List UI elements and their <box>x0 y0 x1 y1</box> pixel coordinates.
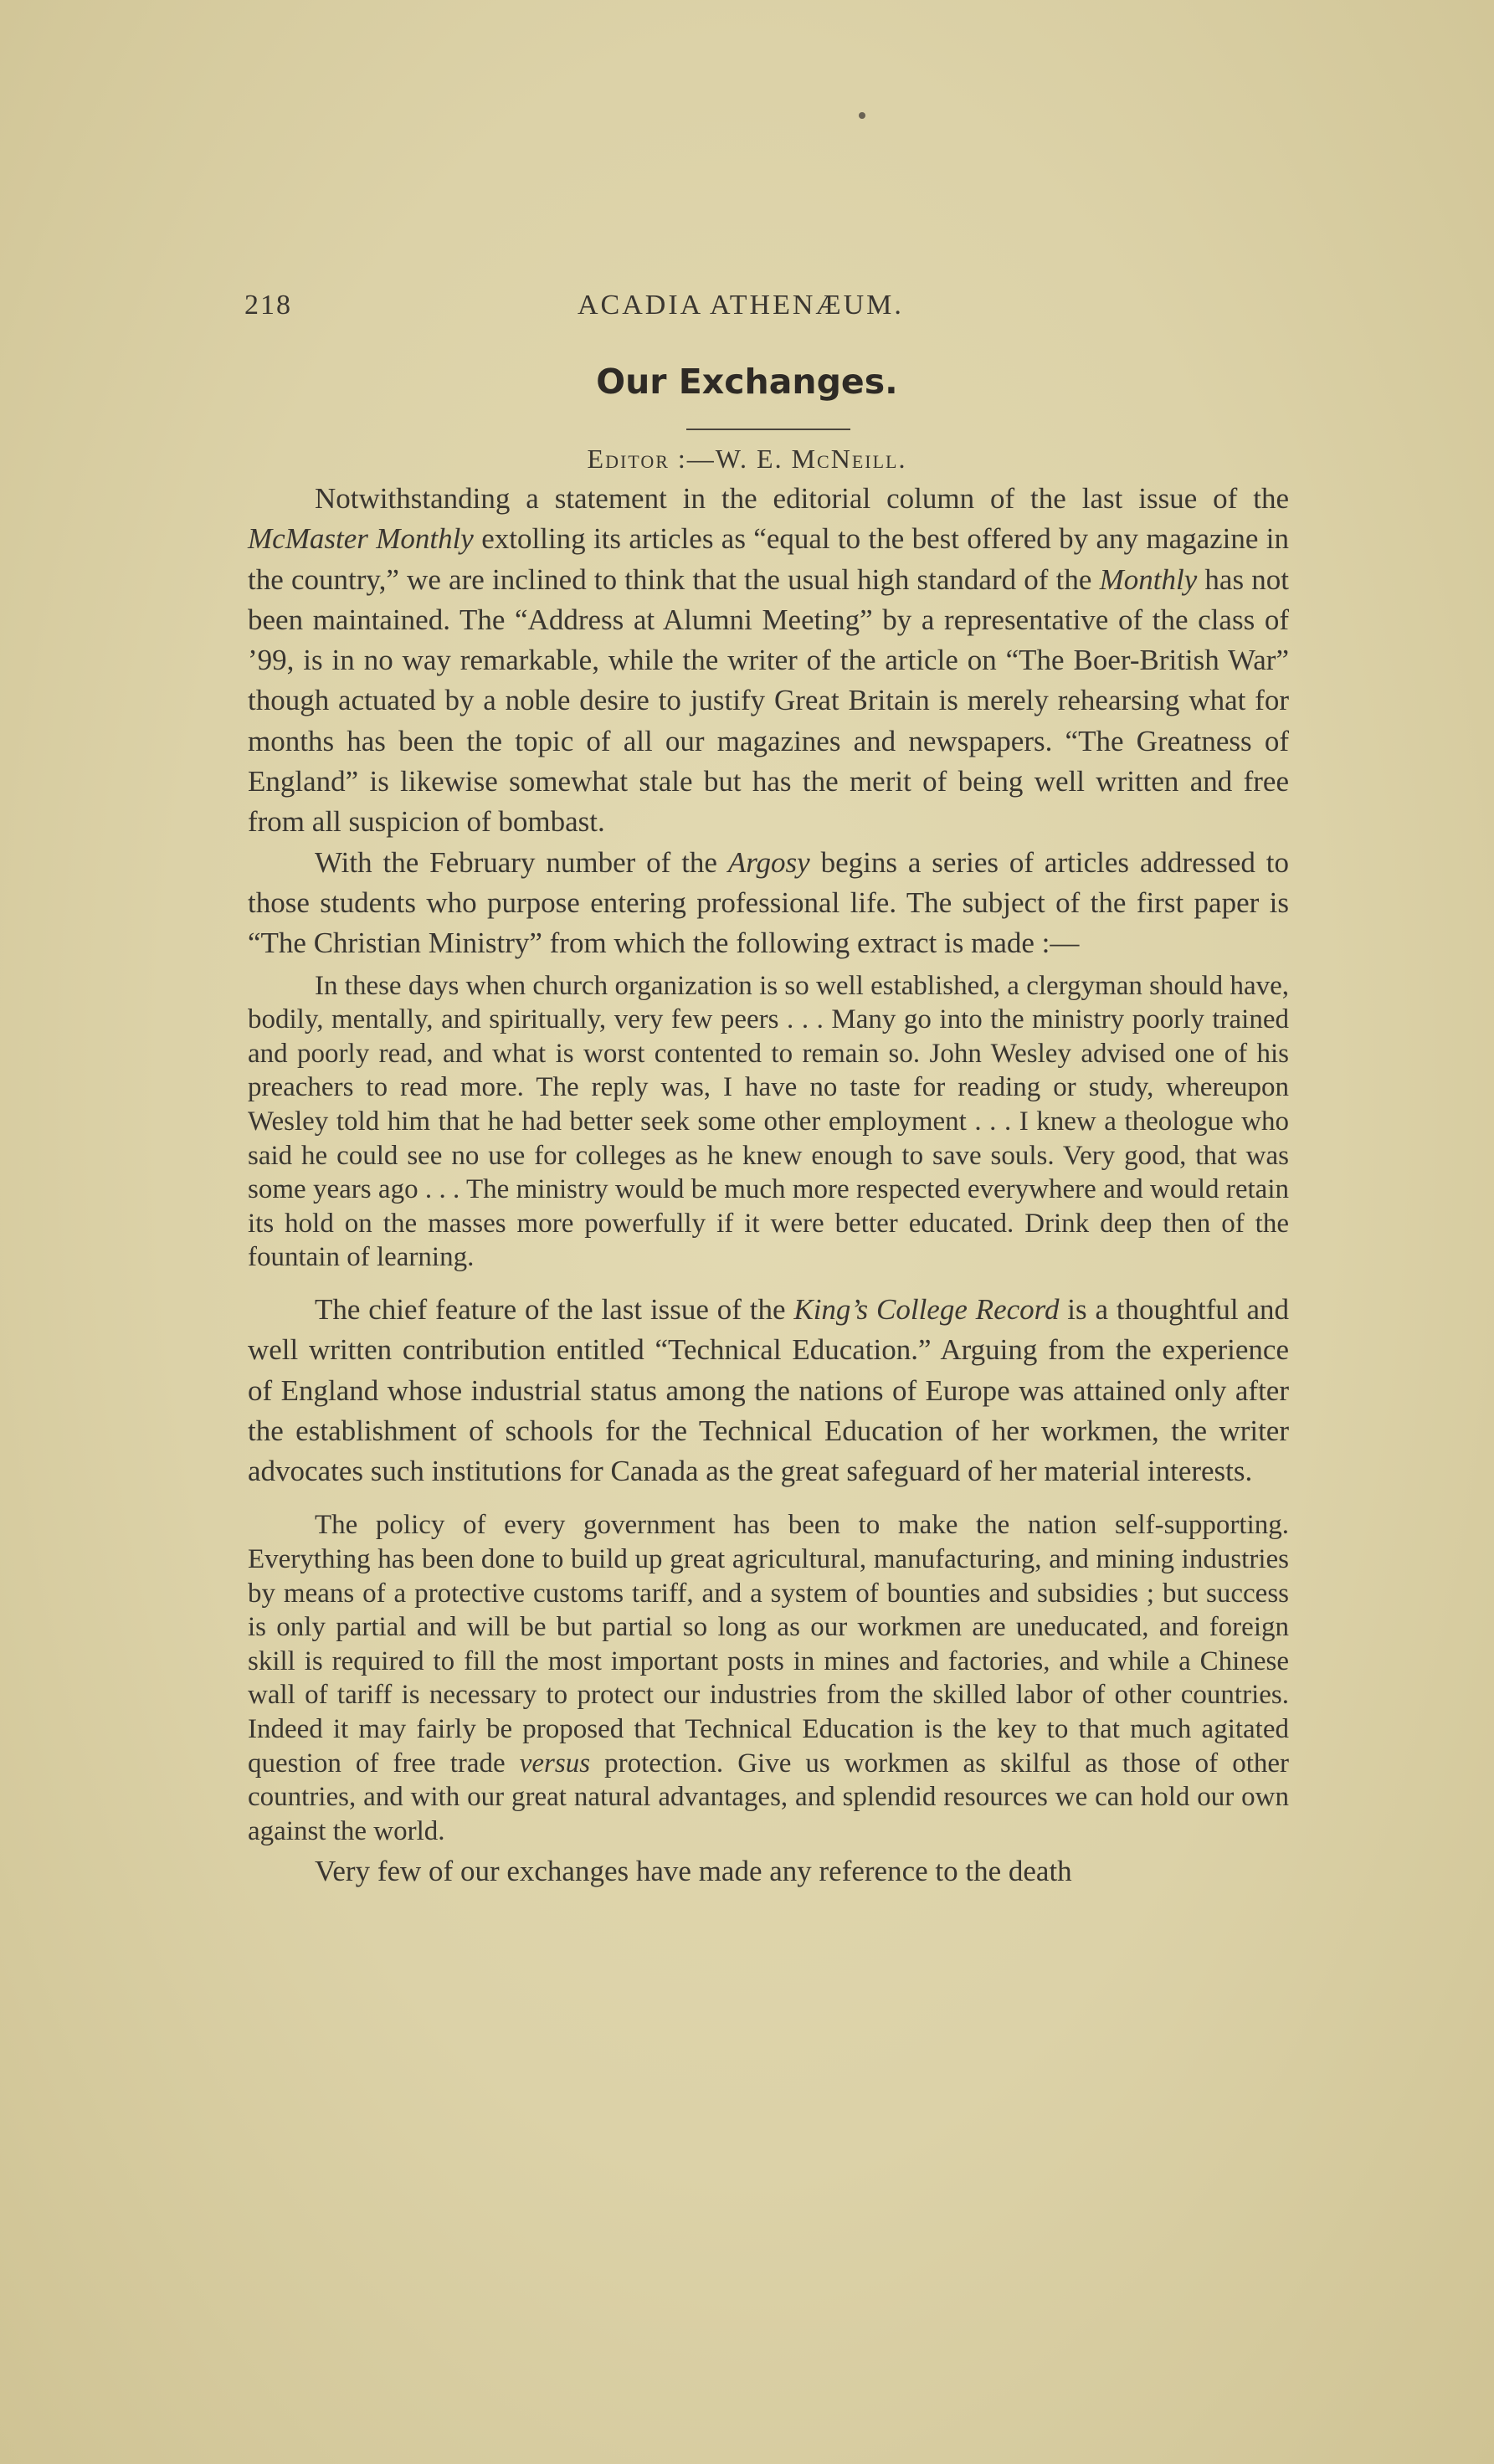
text-run: protection. Give us workmen as skilful as those of other countries, and with our great natural advantages, and splendid resources we can hold our own against the world. <box>248 1748 1290 1846</box>
text-run: Notwithstanding a statement in the editorial column of the last issue of the <box>315 482 1289 515</box>
editor-surname: McNeill <box>791 444 899 474</box>
text-run: With the February number of the <box>315 845 728 879</box>
italic-title: McMaster Monthly <box>248 522 474 556</box>
section-title: Our Exchanges. <box>596 362 898 402</box>
editor-initials: W. E. <box>715 444 792 474</box>
paragraph-mcmaster <box>248 479 1289 843</box>
editor-line <box>0 444 1494 475</box>
italic-title: King’s College Record <box>793 1292 1060 1326</box>
journal-name: ACADIA ATHENÆUM. <box>578 290 904 321</box>
quotation-technical-education <box>248 1508 1289 1848</box>
article-body <box>248 479 1289 1892</box>
ink-speck <box>859 112 865 119</box>
title-rule <box>686 429 850 430</box>
page-number: 218 <box>244 290 292 321</box>
paragraph-exchanges-death: Very few of our exchanges have made any reference to the death <box>315 1855 1072 1888</box>
text-run: has not been maintained. The “Address at Alumni Meeting” by a representative of the class of ’99, is in no way remarkable, while the writer of the article on “The Boer-British War” though actuated by a noble desire to justify Great Britain is merely rehearsing what for months has been the topic of all our magazines and newspapers. “The Greatness of England” is likewise somewhat stale but has the merit of being well written and free from all suspicion of bombast. <box>248 562 1289 839</box>
editor-separator: :— <box>669 444 716 474</box>
text-run: begins a series of articles addressed to those students who purpose entering professional life. The subject of the first paper is “The Christian Ministry” from which the following extract is made :— <box>248 845 1289 960</box>
text-run: The policy of every government has been to make the nation self-supporting. Everything has been done to build up great agricultural, manufacturing, and mining industries by means of a protective customs tariff, and a system of bounties and subsidies ; but success is only partial and will be but partial so long as our workmen are uneducated, and foreign skill is required to fill the most important posts in mines and factories, and while a Chinese wall of tariff is necessary to protect our industries from the skilled labor of other countries. Indeed it may fairly be proposed that Technical Education is the key to that much agitated question of free trade <box>248 1510 1289 1779</box>
italic-word: versus <box>519 1748 591 1779</box>
quotation-ministry: In these days when church organization is so well established, a clergyman should have, bodily, mentally, and spiritually, very few peers . . . Many go into the ministry poorly trained and poorly read, and what is worst contented to remain so. John Wesley advised one of his preachers to read more. The reply was, I have no taste for reading or study, whereupon Wesley told him that he had better seek some other employment . . . I knew a theologue who said he could see no use for colleges as he knew enough to save souls. Very good, that was some years ago . . . The ministry would be much more respected everywhere and would retain its hold on the masses more powerfully if it were better educated. Drink deep then of the fountain of learning. <box>248 970 1289 1273</box>
running-head <box>244 290 1291 326</box>
italic-title: Monthly <box>1099 562 1198 596</box>
text-run: The chief feature of the last issue of the <box>315 1292 794 1326</box>
editor-label: Editor <box>587 444 670 474</box>
paragraph-kings-college <box>248 1290 1289 1491</box>
italic-title: Argosy <box>727 845 810 879</box>
text-run: extolling its articles as “equal to the best offered by any magazine in the country,” we are inclined to think that the usual high standard of the <box>248 522 1290 596</box>
editor-end: . <box>898 444 907 474</box>
text-run: is a thoughtful and well written contribution entitled “Technical Education.” Arguing from the experience of England whose industrial status among the nations of Europe was attained only after the establishment of schools for the Technical Education of her workmen, the writer advocates such institutions for Canada as the great safeguard of her material interests. <box>248 1292 1290 1488</box>
paragraph-argosy <box>248 843 1289 964</box>
